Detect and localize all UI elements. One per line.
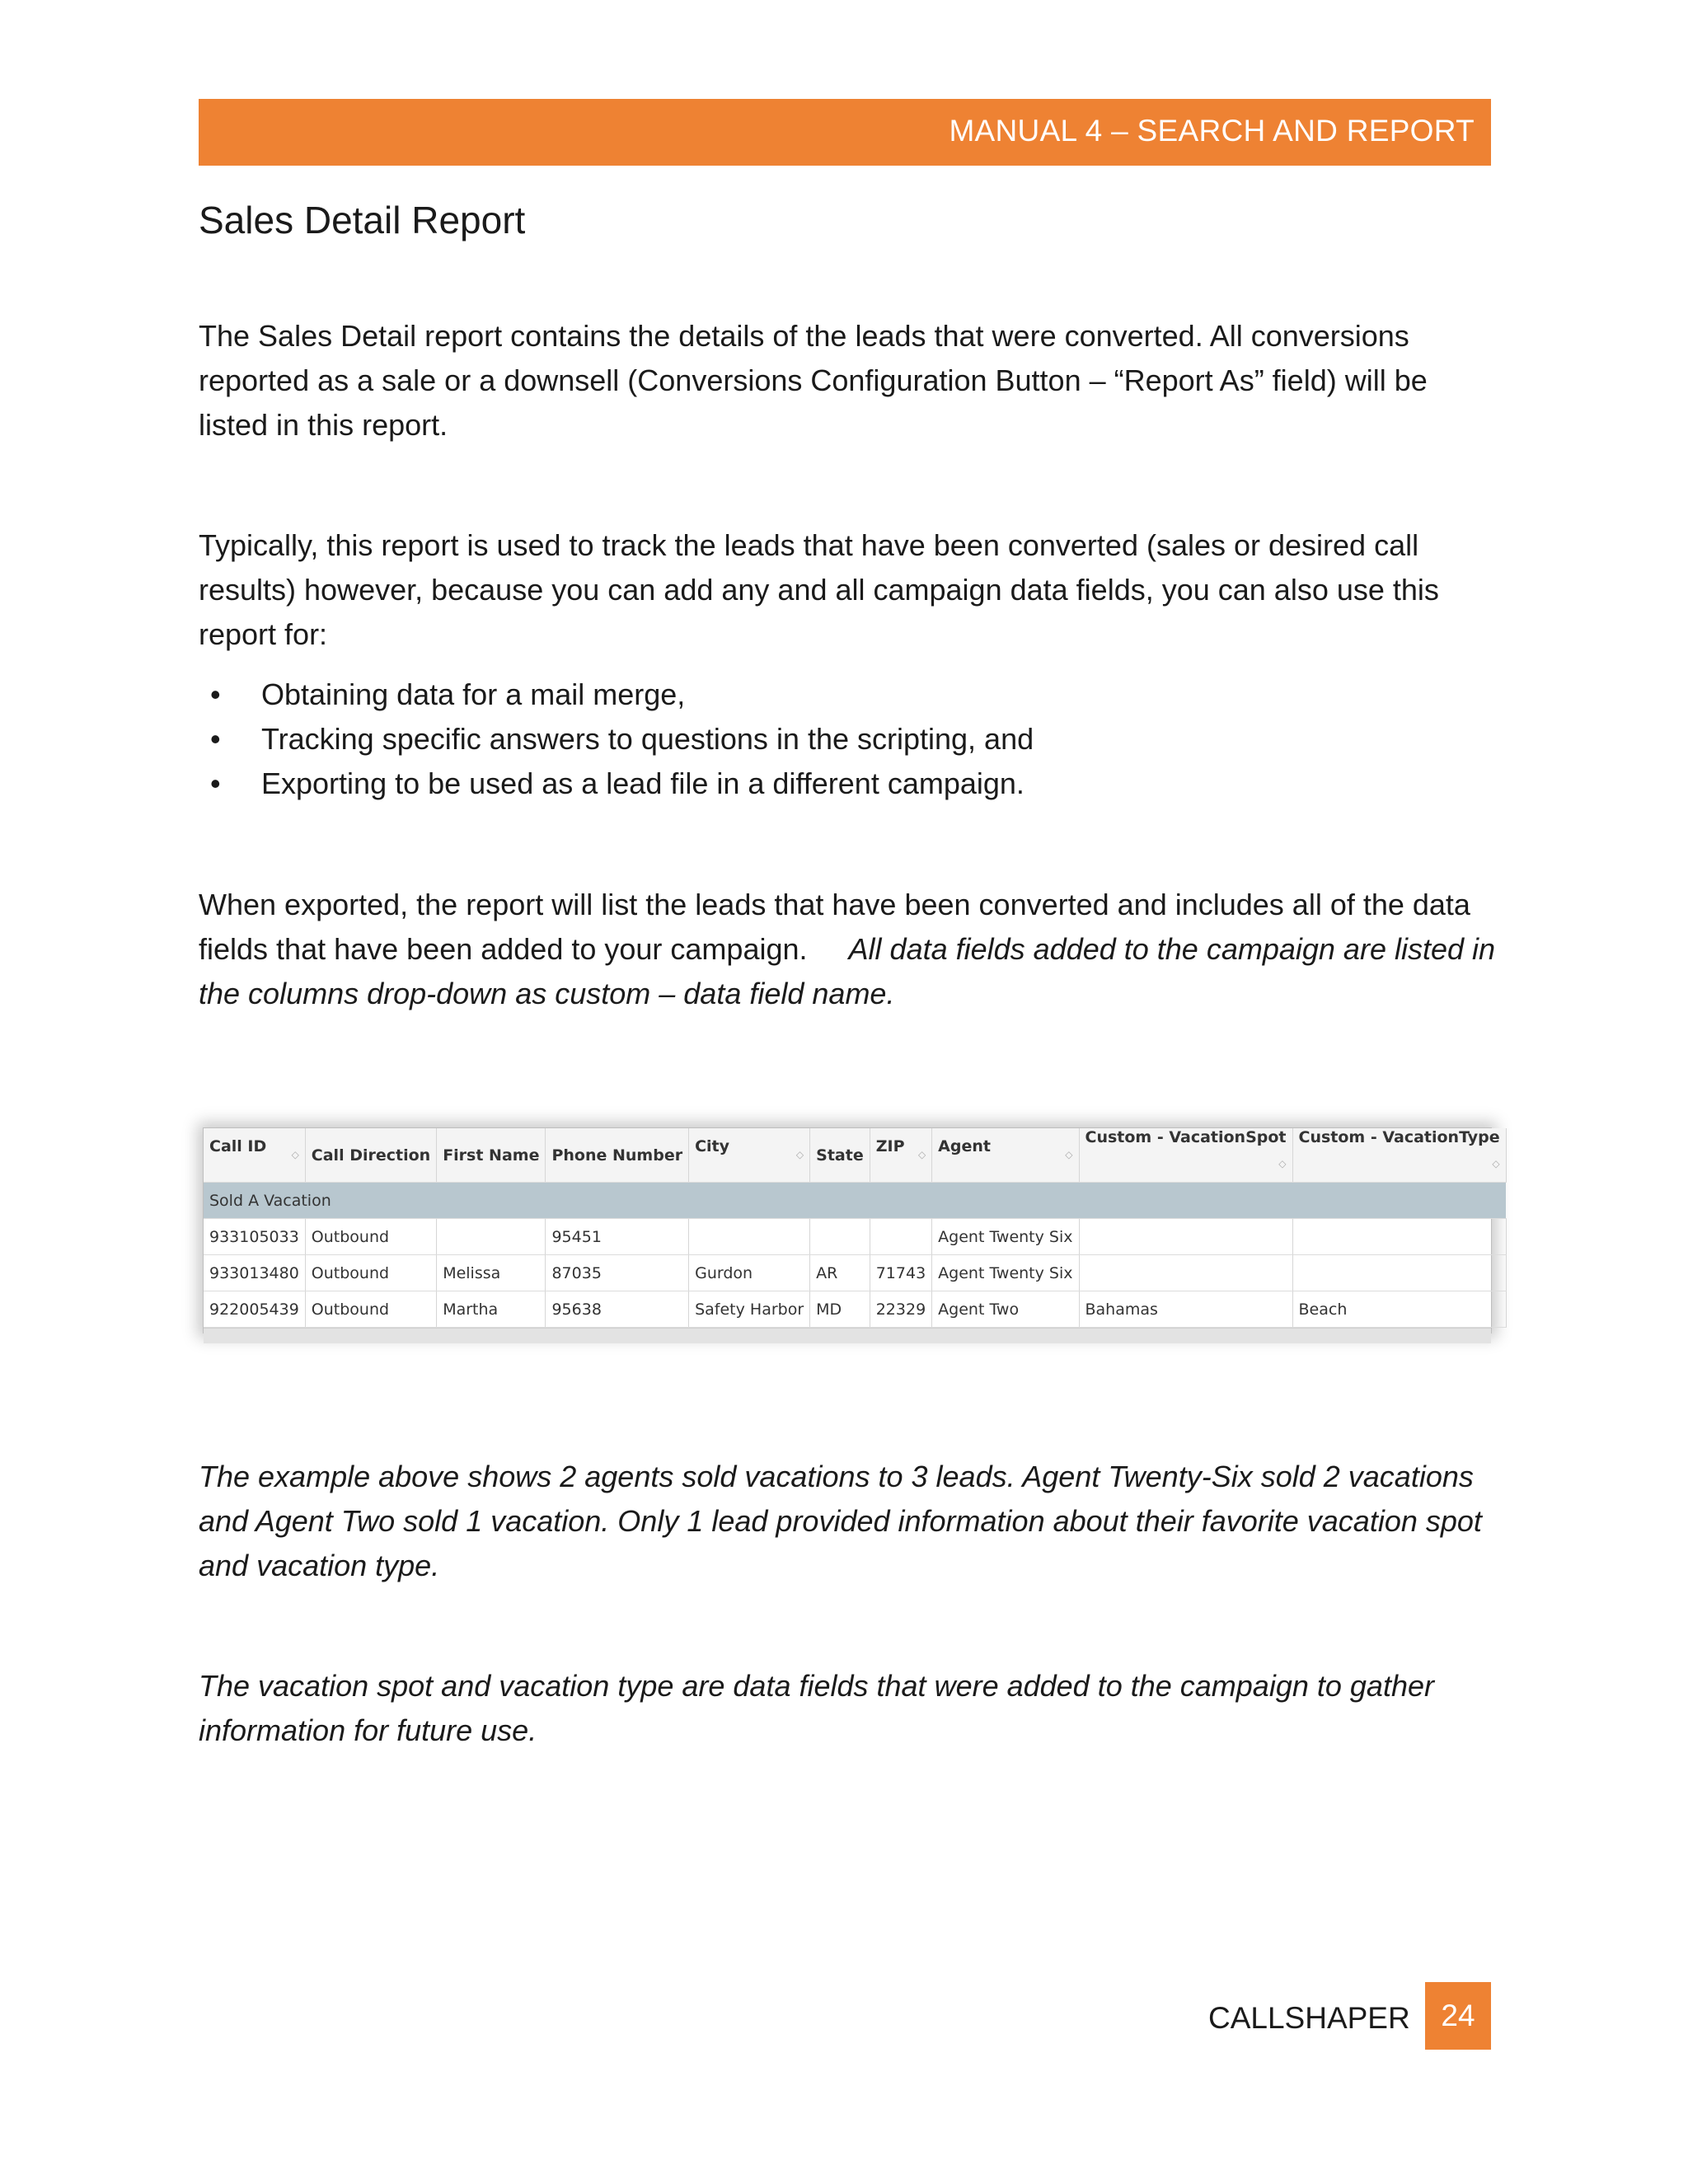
column-header-first-name[interactable]: First Name [437, 1128, 546, 1183]
column-header-zip[interactable]: ZIP ◇ [870, 1128, 931, 1183]
column-header-city[interactable]: City ◇ [689, 1128, 810, 1183]
cell-zip: 22329 [870, 1291, 931, 1328]
group-row[interactable] [204, 1183, 1506, 1219]
cell-custom-vacationtype: Beach [1292, 1291, 1506, 1328]
export-paragraph [199, 883, 1501, 1016]
bullet-item: • Obtaining data for a mail merge, [199, 673, 1034, 717]
header-bar [199, 99, 1491, 166]
manual-title: MANUAL 4 – SEARCH AND REPORT [949, 114, 1475, 148]
cell-first-name: Melissa [437, 1255, 546, 1291]
cell-agent: Agent Twenty Six [932, 1219, 1079, 1255]
export-plain-text: When exported, the report will list the leads that have been converted and includes all of the data fields that have been added to your campaign. [199, 888, 1470, 966]
sort-icon[interactable]: ◇ [795, 1149, 804, 1160]
page-number-badge [1425, 1982, 1491, 2050]
cell-call-id: 922005439 [204, 1291, 305, 1328]
intro-paragraph: The Sales Detail report contains the details of the leads that were converted. All conversions reported as a sale or a downsell (Conversions Configuration Button – “Report As” field) will be listed in this report. [199, 319, 1428, 442]
table-row[interactable] [204, 1219, 1506, 1255]
cell-phone-number: 87035 [546, 1255, 689, 1291]
sort-icon[interactable]: ◇ [1278, 1158, 1287, 1169]
fields-note-paragraph: The vacation spot and vacation type are data fields that were added to the campaign to gather information for future use. [199, 1669, 1434, 1747]
table-row[interactable] [204, 1255, 1506, 1291]
table-row[interactable] [204, 1291, 1506, 1328]
cell-first-name: Martha [437, 1291, 546, 1328]
cell-state [810, 1219, 870, 1255]
report-grid [204, 1128, 1507, 1328]
group-label: Sold A Vacation [204, 1183, 1506, 1219]
usage-paragraph: Typically, this report is used to track the leads that have been converted (sales or desired call results) however, because you can add any and all campaign data fields, you can also use this report for: [199, 528, 1439, 651]
cell-phone-number: 95638 [546, 1291, 689, 1328]
cell-state: AR [810, 1255, 870, 1291]
column-header-state[interactable]: State [810, 1128, 870, 1183]
cell-city: Safety Harbor [689, 1291, 810, 1328]
footer-brand: CALLSHAPER [1208, 2001, 1410, 2035]
cell-custom-vacationtype [1292, 1219, 1506, 1255]
sort-icon[interactable]: ◇ [917, 1149, 926, 1160]
column-header-phone-number[interactable]: Phone Number [546, 1128, 689, 1183]
cell-agent: Agent Two [932, 1291, 1079, 1328]
bullet-item: • Tracking specific answers to questions in the scripting, and [199, 717, 1034, 762]
bullet-item: • Exporting to be used as a lead file in a different campaign. [199, 762, 1034, 806]
example-paragraph: The example above shows 2 agents sold vacations to 3 leads. Agent Twenty-Six sold 2 vacations and Agent Two sold 1 vacation. Only 1 lead provided information about their favorite vacation spot and vacation type. [199, 1460, 1482, 1582]
cell-custom-vacationtype [1292, 1255, 1506, 1291]
section-title: Sales Detail Report [199, 199, 526, 241]
cell-phone-number: 95451 [546, 1219, 689, 1255]
cell-call-direction: Outbound [305, 1291, 436, 1328]
column-header-custom-vacationtype[interactable]: Custom - VacationType ◇ [1292, 1128, 1506, 1183]
cell-call-id: 933013480 [204, 1255, 305, 1291]
column-header-call-id[interactable]: Call ID ◇ [204, 1128, 305, 1183]
cell-custom-vacationspot: Bahamas [1079, 1291, 1292, 1328]
sales-detail-table-screenshot [203, 1127, 1500, 1333]
page-number: 24 [1441, 1999, 1475, 2032]
usage-bullet-list [199, 673, 1034, 806]
sort-icon[interactable]: ◇ [291, 1149, 299, 1160]
cell-call-direction: Outbound [305, 1219, 436, 1255]
cell-first-name [437, 1219, 546, 1255]
export-italic-text: All data fields added to the campaign are listed in the columns drop-down as custom – data field name. [199, 932, 1496, 1010]
column-header-agent[interactable]: Agent ◇ [932, 1128, 1079, 1183]
column-header-custom-vacationspot[interactable]: Custom - VacationSpot ◇ [1079, 1128, 1292, 1183]
cell-city: Gurdon [689, 1255, 810, 1291]
header-row [204, 1128, 1506, 1183]
cell-city [689, 1219, 810, 1255]
cell-custom-vacationspot [1079, 1219, 1292, 1255]
cell-zip [870, 1219, 931, 1255]
cell-call-direction: Outbound [305, 1255, 436, 1291]
column-header-call-direction[interactable]: Call Direction [305, 1128, 436, 1183]
cell-zip: 71743 [870, 1255, 931, 1291]
cell-agent: Agent Twenty Six [932, 1255, 1079, 1291]
cell-custom-vacationspot [1079, 1255, 1292, 1291]
table-footer-bar [204, 1328, 1491, 1343]
sort-icon[interactable]: ◇ [1065, 1149, 1073, 1160]
sort-icon[interactable]: ◇ [1492, 1158, 1500, 1169]
cell-call-id: 933105033 [204, 1219, 305, 1255]
cell-state: MD [810, 1291, 870, 1328]
